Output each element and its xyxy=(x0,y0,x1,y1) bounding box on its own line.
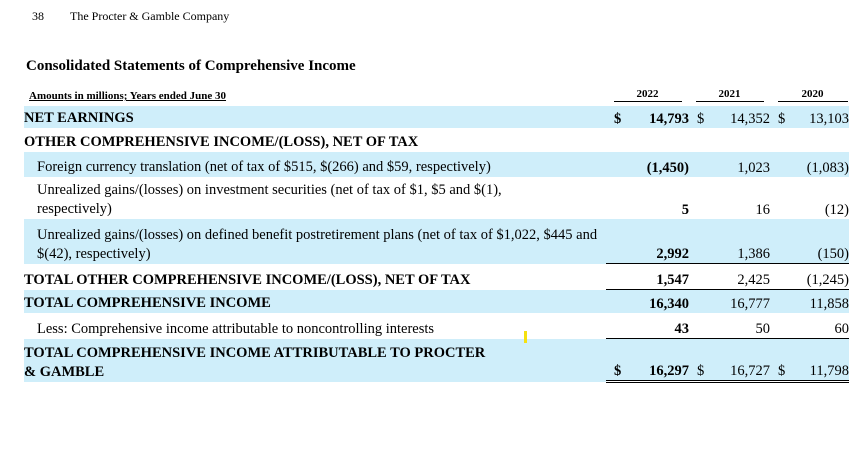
value-cell: 16,777 xyxy=(689,290,770,314)
table-row xyxy=(24,177,849,219)
row-label-noncontrolling-interests: Less: Comprehensive income attributable to noncontrolling interests xyxy=(37,320,435,337)
year-header-2021: 2021 xyxy=(689,86,770,106)
row-label-total-comprehensive-income: TOTAL COMPREHENSIVE INCOME xyxy=(24,290,606,314)
text-cursor-marker xyxy=(524,331,527,343)
value-cell: 1,547 xyxy=(606,264,689,290)
value-cell: 5 xyxy=(681,202,689,218)
value-cell: (1,245) xyxy=(770,264,849,290)
value-cell: $ 13,103 xyxy=(770,106,849,128)
table-row xyxy=(24,313,849,339)
row-label-oci-section: OTHER COMPREHENSIVE INCOME/(LOSS), NET OF TAX xyxy=(24,134,419,150)
row-label-investment-securities: Unrealized gains/(losses) on investment securities (net of tax of $1, $5 and $(1), respectively) xyxy=(37,182,502,217)
value-cell: (12) xyxy=(824,202,849,218)
table-row xyxy=(24,106,849,128)
value-cell: 1,023 xyxy=(689,152,770,177)
value-cell: 60 xyxy=(770,313,849,339)
value-cell: 16,340 xyxy=(606,290,689,314)
value-cell: (1,450) xyxy=(606,152,689,177)
table-row xyxy=(24,152,849,177)
year-header-2020: 2020 xyxy=(770,86,849,106)
table-row xyxy=(24,219,849,264)
value-cell: 16 xyxy=(755,202,770,218)
comprehensive-income-table xyxy=(24,86,849,383)
year-header-2022: 2022 xyxy=(606,86,689,106)
table-row xyxy=(24,339,849,382)
row-label-total-attributable-pg: TOTAL COMPREHENSIVE INCOME ATTRIBUTABLE TO PROCTER & GAMBLE xyxy=(24,339,606,382)
table-row xyxy=(24,290,849,314)
company-name: The Procter & Gamble Company xyxy=(70,9,230,23)
value-cell: $ 16,727 xyxy=(689,339,770,382)
value-cell: $ 11,798 xyxy=(770,339,849,382)
value-cell: $ 14,352 xyxy=(689,106,770,128)
row-label-postretirement-plans: Unrealized gains/(losses) on defined benefit postretirement plans (net of tax of $1,022, $445 and $(42), respectively) xyxy=(24,219,606,264)
row-label-foreign-currency: Foreign currency translation (net of tax of $515, $(266) and $59, respectively) xyxy=(24,152,606,177)
row-label-total-oci: TOTAL OTHER COMPREHENSIVE INCOME/(LOSS), NET OF TAX xyxy=(24,271,471,288)
page-number: 38 xyxy=(32,9,44,23)
value-cell: 1,386 xyxy=(689,219,770,264)
value-cell: 50 xyxy=(689,313,770,339)
statement-title: Consolidated Statements of Comprehensive Income xyxy=(26,58,356,74)
value-cell: (150) xyxy=(770,219,849,264)
value-cell: $ 16,297 xyxy=(606,339,689,382)
value-cell: 2,992 xyxy=(606,219,689,264)
page-header xyxy=(32,9,229,24)
table-caption: Amounts in millions; Years ended June 30 xyxy=(24,86,606,106)
row-label-net-earnings: NET EARNINGS xyxy=(24,106,606,128)
value-cell: 43 xyxy=(606,313,689,339)
table-row xyxy=(24,264,849,290)
value-cell: 11,858 xyxy=(770,290,849,314)
value-cell: (1,083) xyxy=(770,152,849,177)
table-header-row xyxy=(24,86,849,106)
table-row xyxy=(24,128,849,152)
value-cell: $ 14,793 xyxy=(606,106,689,128)
value-cell: 2,425 xyxy=(689,264,770,290)
